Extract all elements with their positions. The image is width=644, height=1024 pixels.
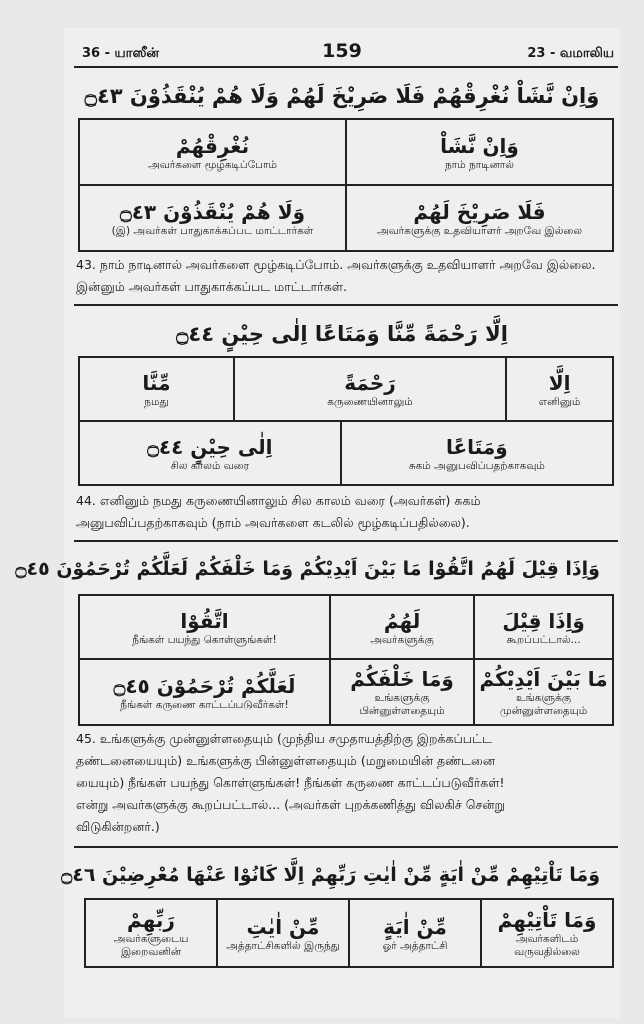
tamil-meaning: அவர்களுக்கு உதவியாளர் அறவே இல்லை [376, 224, 583, 237]
arabic-word: وَاِنْ نَّشَاْ [440, 133, 519, 158]
tamil-meaning: கூறப்பட்டால்... [506, 633, 581, 646]
word-cell [79, 185, 346, 251]
tamil-meaning: நாம் நாடினால் [445, 158, 514, 171]
tamil-meaning: சில காலம் வரை [170, 459, 250, 472]
arabic-word: اتَّقُوْا [180, 608, 229, 633]
tamil-meaning: அவர்களுக்கு [370, 633, 434, 646]
arabic-word: فَلَا صَرِيْخَ لَهُمْ [413, 199, 546, 224]
word-cell [79, 421, 341, 485]
arabic-word: مِّنْ اٰيَةٍ [383, 914, 447, 939]
word-cell [474, 659, 613, 725]
tamil-meaning: அவர்களை மூழ்கடிப்போம் [148, 158, 277, 171]
verse-46-arabic: وَمَا تَاْتِيْهِمْ مِّنْ اٰيَةٍ مِّنْ اٰيٰتِ رَبِّهِمْ اِلَّا كَانُوْا عَنْهَا مُعْرِضِيْنَ ۝٤٦ [61, 864, 600, 886]
arabic-word: مِّنْ اٰيٰتِ [246, 914, 320, 939]
arabic-word: وَاِذَا قِيْلَ [502, 608, 585, 633]
verse-45-translation [76, 728, 616, 838]
word-cell [79, 119, 346, 185]
word-cell [217, 899, 349, 967]
arabic-word: وَلَا هُمْ يُنْقَذُوْنَ ۝٤٣ [119, 199, 306, 224]
arabic-word: وَمَا خَلْفَكُمْ [350, 667, 454, 691]
verse-divider [74, 846, 618, 848]
juz-label: 23 - வமாலிய [527, 46, 614, 61]
page-number: 159 [322, 40, 362, 62]
page-header [64, 40, 620, 64]
tamil-meaning: நீங்கள் பயந்து கொள்ளுங்கள்! [132, 633, 277, 646]
verse-divider [74, 304, 618, 306]
word-cell [341, 421, 613, 485]
tamil-meaning: உங்களுக்கு முன்னுள்ளதையும் [499, 692, 588, 717]
book-page [15, 28, 620, 1018]
verse-43-word-table [78, 118, 614, 252]
word-cell [474, 595, 613, 659]
translation-line: விடுகின்றனர்.) [76, 819, 160, 834]
word-cell [330, 659, 474, 725]
verse-43-arabic: وَاِنْ نَّشَاْ نُغْرِقْهُمْ فَلَا صَرِيْخَ لَهُمْ وَلَا هُمْ يُنْقَذُوْنَ ۝٤٣ [84, 84, 600, 108]
word-cell [79, 357, 234, 421]
verse-45-word-table [78, 594, 614, 726]
arabic-word: رَحْمَةً [344, 370, 396, 395]
word-cell [79, 659, 330, 725]
word-cell [330, 595, 474, 659]
arabic-word: مِّنَّا [142, 370, 171, 395]
arabic-word: مَا بَيْنَ اَيْدِيْكُمْ [479, 667, 608, 691]
word-cell [506, 357, 613, 421]
arabic-word: لَهُمُ [383, 608, 421, 633]
verse-44-row-1 [78, 356, 614, 422]
word-cell [79, 595, 330, 659]
verse-43-translation: 43. நாம் நாடினால் அவர்களை மூழ்கடிப்போம். அவர்களுக்கு உதவியாளர் அறவே இல்லை. இன்னும் அவர்கள் பாதுகாக்கப்பட மாட்டார்கள். [76, 257, 596, 294]
arabic-word: اِلٰى حِيْنٍ ۝٤٤ [147, 434, 273, 459]
word-cell [85, 899, 217, 967]
tamil-meaning: அவர்களுடைய இறைவனின் [113, 933, 189, 958]
tamil-meaning: உங்களுக்கு பின்னுள்ளதையும் [359, 692, 445, 717]
verse-44-row-2 [78, 420, 614, 486]
word-cell [234, 357, 506, 421]
word-cell [349, 899, 481, 967]
verse-46-word-table [84, 898, 614, 968]
translation-line: தண்டனையையும்) உங்களுக்கு பின்னுள்ளதையும் (மறுமையின் தண்டனை [76, 753, 495, 768]
tamil-meaning: எனினும் [538, 395, 581, 408]
word-cell [346, 119, 613, 185]
verse-divider [74, 540, 618, 542]
tamil-meaning: அவர்களிடம் வருவதில்லை [514, 933, 580, 958]
arabic-word: وَمَتَاعًا [445, 434, 508, 459]
translation-line: என்று அவர்களுக்கு கூறப்பட்டால்... (அவர்கள் புறக்கணித்து விலகிச் சென்று [76, 797, 505, 812]
word-cell [481, 899, 613, 967]
arabic-word: وَمَا تَاْتِيْهِمْ [497, 908, 597, 932]
tamil-meaning: அத்தாட்சிகளில் இருந்து [226, 939, 340, 952]
verse-44-word-table [78, 356, 614, 486]
arabic-word: لَعَلَّكُمْ تُرْحَمُوْنَ ۝٤٥ [113, 673, 296, 698]
verse-44-translation: 44. எனினும் நமது கருணையினாலும் சில காலம் வரை (அவர்கள்) சுகம் அனுபவிப்பதற்காகவும் (நாம் அவர்களை கடலில் மூழ்கடிப்பதில்லை). [76, 493, 481, 530]
translation-line: 45. உங்களுக்கு முன்னுள்ளதையும் (முந்திய சமுதாயத்திற்கு இறக்கப்பட்ட [76, 731, 493, 746]
word-cell [346, 185, 613, 251]
tamil-meaning: ஓர் அத்தாட்சி [382, 939, 448, 952]
tamil-meaning: சுகம் அனுபவிப்பதற்காகவும் [408, 459, 545, 472]
tamil-meaning: நீங்கள் கருணை காட்டப்படுவீர்கள்! [120, 698, 289, 711]
arabic-word: نُغْرِقْهُمْ [175, 133, 250, 158]
tamil-meaning: நமது [144, 395, 169, 408]
tamil-meaning: (இ) அவர்கள் பாதுகாக்கப்பட மாட்டார்கள் [111, 224, 314, 237]
arabic-word: رَبِّهِمْ [127, 908, 175, 932]
arabic-word: اِلَّا [548, 370, 571, 395]
verse-44-arabic: اِلَّا رَحْمَةً مِّنَّا وَمَتَاعًا اِلٰى حِيْنٍ ۝٤٤ [176, 322, 508, 346]
verse-45-arabic: وَاِذَا قِيْلَ لَهُمُ اتَّقُوْا مَا بَيْنَ اَيْدِيْكُمْ وَمَا خَلْفَكُمْ لَعَلَّكُمْ تُرْحَمُوْنَ ۝٤٥ [15, 558, 600, 580]
surah-label: 36 - யாஸீன் [82, 46, 160, 61]
tamil-meaning: கருணையினாலும் [327, 395, 413, 408]
translation-line: யையும்) நீங்கள் பயந்து கொள்ளுங்கள்! நீங்கள் கருணை காட்டப்படுவீர்கள்! [76, 775, 505, 790]
header-rule [74, 66, 618, 68]
